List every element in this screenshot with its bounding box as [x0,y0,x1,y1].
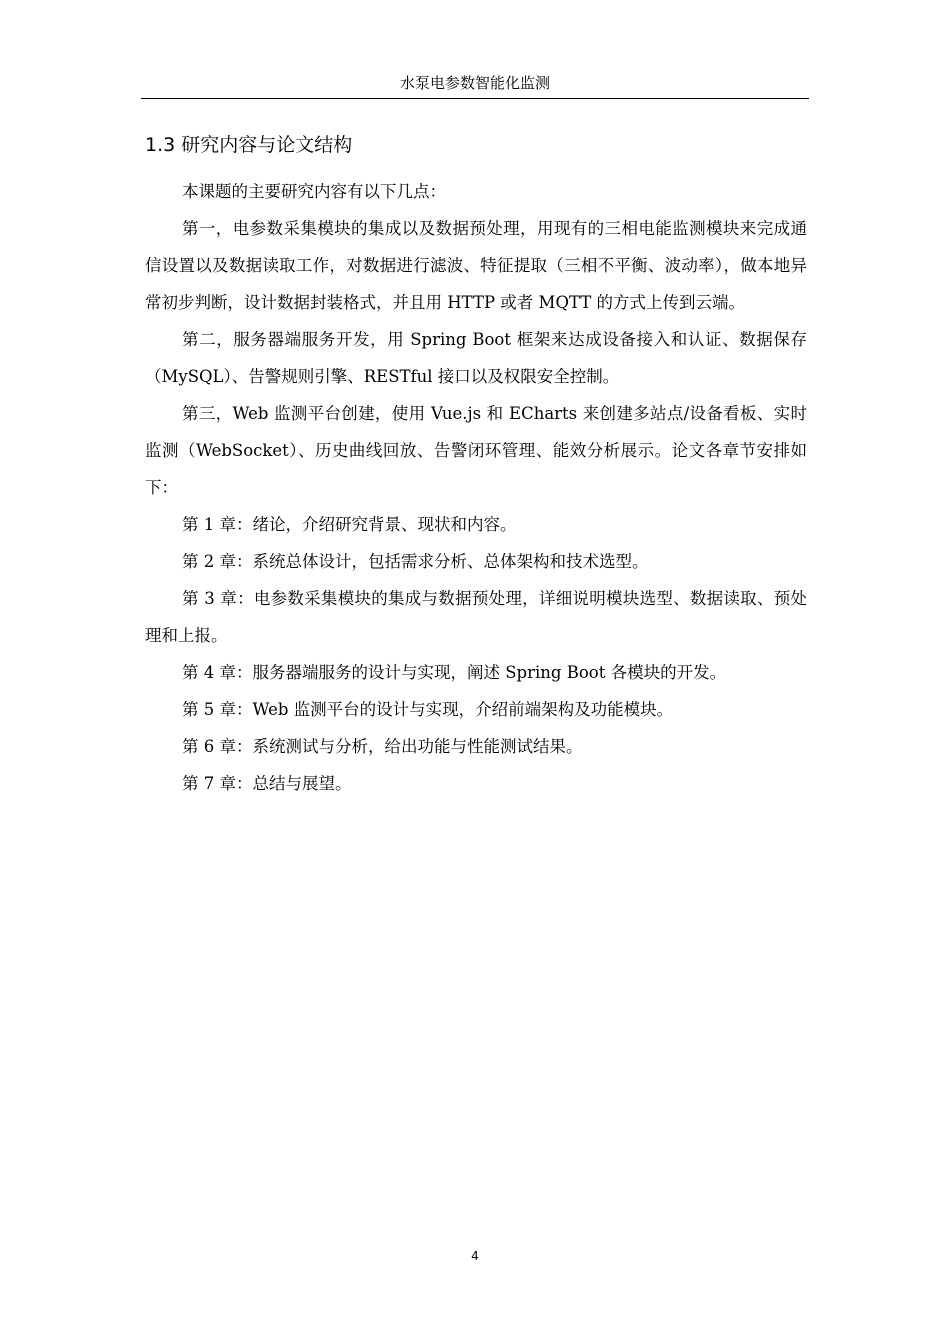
body-text [145,130,807,802]
page-number: 4 [471,1249,479,1263]
chapter-2-summary: 第 2 章：系统总体设计，包括需求分析、总体架构和技术选型。 [182,552,649,571]
running-header: 水泵电参数智能化监测 [399,74,550,92]
paragraph-second-item: 第二，服务器端服务开发，用 Spring Boot 框架来达成设备接入和认证、数据保存（MySQL）、告警规则引擎、RESTful 接口以及权限安全控制。 [145,330,807,386]
paragraph-first-item: 第一，电参数采集模块的集成以及数据预处理，用现有的三相电能监测模块来完成通信设置以及数据读取工作，对数据进行滤波、特征提取（三相不平衡、波动率），做本地异常初步判断，设计数据封装格式，并且用 HTTP 或者 MQTT 的方式上传到云端。 [145,219,807,312]
section-title: 1.3 研究内容与论文结构 [145,134,353,156]
chapter-7-summary: 第 7 章：总结与展望。 [182,774,352,793]
paragraph-third-item: 第三，Web 监测平台创建，使用 Vue.js 和 ECharts 来创建多站点/设备看板、实时监测（WebSocket）、历史曲线回放、告警闭环管理、能效分析展示。论文各章节安排如下： [145,404,807,497]
chapter-1-summary: 第 1 章：绪论，介绍研究背景、现状和内容。 [182,515,517,534]
chapter-6-summary: 第 6 章：系统测试与分析，给出功能与性能测试结果。 [182,737,583,756]
chapter-4-summary: 第 4 章：服务器端服务的设计与实现，阐述 Spring Boot 各模块的开发。 [182,663,727,682]
chapter-5-summary: 第 5 章：Web 监测平台的设计与实现，介绍前端架构及功能模块。 [182,700,674,719]
chapter-3-summary: 第 3 章：电参数采集模块的集成与数据预处理，详细说明模块选型、数据读取、预处理和上报。 [145,589,807,645]
header-rule [141,98,809,99]
paragraph-intro: 本课题的主要研究内容有以下几点： [182,182,446,201]
